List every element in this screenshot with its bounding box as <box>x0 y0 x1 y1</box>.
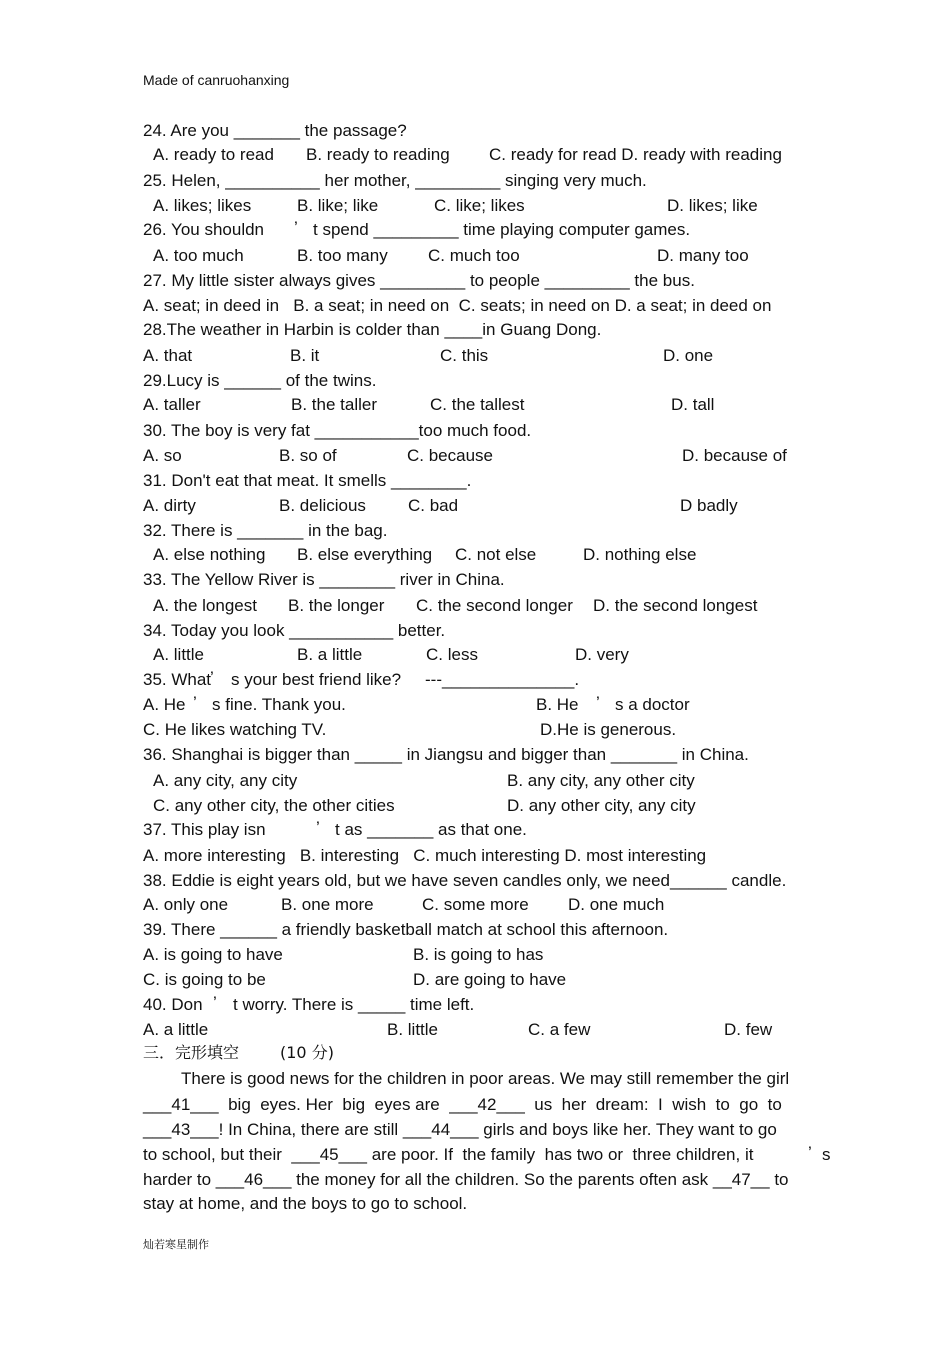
section-3-title: 三．完形填空 <box>143 1043 240 1062</box>
question-24-option-a: A. ready to read <box>153 145 274 164</box>
cloze-line-2: ___41___ big eyes. Her big eyes are ___42___ us her dream: I wish to go to <box>143 1095 782 1114</box>
question-35-option-a-part1: A. He <box>143 695 186 714</box>
section-3-score: (10 分) <box>280 1043 334 1062</box>
question-36-option-b: B. any city, any other city <box>507 771 695 790</box>
question-40-apostrophe: ’ <box>213 993 217 1012</box>
question-34-option-d: D. very <box>575 645 629 664</box>
question-29-option-b: B. the taller <box>291 395 377 414</box>
question-35-option-d: D.He is generous. <box>540 720 677 739</box>
question-37-apostrophe: ’ <box>316 818 320 837</box>
cloze-line-4-apostrophe: ’ <box>808 1143 812 1162</box>
question-38-option-d: D. one much <box>568 895 665 914</box>
question-25-option-a: A. likes; likes <box>153 196 252 215</box>
question-39-option-a: A. is going to have <box>143 945 283 964</box>
question-24-option-cd: C. ready for read D. ready with reading <box>489 145 782 164</box>
question-28-option-a: A. that <box>143 346 193 365</box>
question-29-option-a: A. taller <box>143 395 201 414</box>
question-39-stem: 39. There ______ a friendly basketball match at school this afternoon. <box>143 920 669 939</box>
question-30-option-d: D. because of <box>682 446 787 465</box>
question-32-option-b: B. else everything <box>297 545 433 564</box>
cloze-line-5: harder to ___46___ the money for all the children. So the parents often ask __47__ to <box>143 1170 789 1189</box>
question-40-option-c: C. a few <box>528 1020 591 1039</box>
question-33-stem: 33. The Yellow River is ________ river in China. <box>143 570 505 589</box>
question-33-option-b: B. the longer <box>288 596 385 615</box>
page-header: Made of canruohanxing <box>143 72 290 88</box>
question-31-stem: 31. Don't eat that meat. It smells ________. <box>143 471 472 490</box>
question-24-option-b: B. ready to reading <box>306 145 450 164</box>
question-39-option-c: C. is going to be <box>143 970 266 989</box>
question-35-apostrophe: ’ <box>210 668 214 687</box>
question-35-option-b-part2: s a doctor <box>615 695 690 714</box>
question-32-option-a: A. else nothing <box>153 545 266 564</box>
question-26-option-d: D. many too <box>657 246 749 265</box>
question-36-stem: 36. Shanghai is bigger than _____ in Jiangsu and bigger than _______ in China. <box>143 745 749 764</box>
question-36-option-c: C. any other city, the other cities <box>153 796 395 815</box>
cloze-line-4: to school, but their ___45___ are poor. If the family has two or three children, it <box>143 1145 754 1164</box>
question-29-option-d: D. tall <box>671 395 715 414</box>
question-33-option-a: A. the longest <box>153 596 257 615</box>
question-26-stem-part2: t spend _________ time playing computer games. <box>313 220 691 239</box>
question-38-option-b: B. one more <box>281 895 374 914</box>
page-footer: 灿若寒星制作 <box>143 1238 209 1251</box>
question-25-option-d: D. likes; like <box>667 196 758 215</box>
question-32-option-d: D. nothing else <box>583 545 697 564</box>
question-37-stem-part2: t as _______ as that one. <box>335 820 527 839</box>
question-28-option-d: D. one <box>663 346 714 365</box>
question-25-option-c: C. like; likes <box>434 196 525 215</box>
question-26-stem-part1: 26. You shouldn <box>143 220 265 239</box>
question-35-stem-part1: 35. What <box>143 670 212 689</box>
question-34-option-a: A. little <box>153 645 205 664</box>
question-31-option-c: C. bad <box>408 496 459 515</box>
question-35-option-a-part2: s fine. Thank you. <box>212 695 346 714</box>
question-35-answer-blank: ---______________. <box>425 670 580 689</box>
question-28-stem: 28.The weather in Harbin is colder than ____in Guang Dong. <box>143 320 602 339</box>
question-34-option-c: C. less <box>426 645 478 664</box>
question-35-stem-part2: s your best friend like? <box>231 670 402 689</box>
question-34-option-b: B. a little <box>297 645 363 664</box>
cloze-line-3: ___43___! In China, there are still ___44___ girls and boys like her. They want to go <box>143 1120 777 1139</box>
question-39-option-d: D. are going to have <box>413 970 567 989</box>
question-40-stem-part2: t worry. There is _____ time left. <box>233 995 475 1014</box>
question-35-option-b-part1: B. He <box>536 695 579 714</box>
question-40-stem-part1: 40. Don <box>143 995 203 1014</box>
cloze-line-6: stay at home, and the boys to go to school. <box>143 1194 468 1213</box>
question-31-option-d: D badly <box>680 496 738 515</box>
question-36-option-a: A. any city, any city <box>153 771 298 790</box>
question-28-option-c: C. this <box>440 346 489 365</box>
question-38-stem: 38. Eddie is eight years old, but we have seven candles only, we need______ candle. <box>143 871 787 890</box>
question-28-option-b: B. it <box>290 346 320 365</box>
question-30-option-b: B. so of <box>279 446 337 465</box>
question-30-option-c: C. because <box>407 446 493 465</box>
question-40-option-a: A. a little <box>143 1020 209 1039</box>
question-39-option-b: B. is going to has <box>413 945 544 964</box>
question-34-stem: 34. Today you look ___________ better. <box>143 621 446 640</box>
question-37-options: A. more interesting B. interesting C. much interesting D. most interesting <box>143 846 707 865</box>
question-30-stem: 30. The boy is very fat ___________too much food. <box>143 421 532 440</box>
question-38-option-c: C. some more <box>422 895 529 914</box>
question-35-option-b-apostrophe: ’ <box>596 693 600 712</box>
question-31-option-b: B. delicious <box>279 496 366 515</box>
question-29-option-c: C. the tallest <box>430 395 525 414</box>
question-29-stem: 29.Lucy is ______ of the twins. <box>143 371 377 390</box>
question-30-option-a: A. so <box>143 446 182 465</box>
question-38-option-a: A. only one <box>143 895 229 914</box>
question-25-stem: 25. Helen, __________ her mother, _________ singing very much. <box>143 171 647 190</box>
question-31-option-a: A. dirty <box>143 496 196 515</box>
question-26-option-a: A. too much <box>153 246 244 265</box>
question-40-option-d: D. few <box>724 1020 773 1039</box>
question-35-option-a-apostrophe: ’ <box>193 693 197 712</box>
question-26-option-c: C. much too <box>428 246 520 265</box>
question-40-option-b: B. little <box>387 1020 439 1039</box>
question-33-option-c: C. the second longer <box>416 596 573 615</box>
question-32-option-c: C. not else <box>455 545 537 564</box>
question-32-stem: 32. There is _______ in the bag. <box>143 521 388 540</box>
question-35-option-c: C. He likes watching TV. <box>143 720 327 739</box>
question-27-options: A. seat; in deed in B. a seat; in need on C. seats; in need on D. a seat; in deed on <box>143 296 772 315</box>
question-36-option-d: D. any other city, any city <box>507 796 696 815</box>
cloze-line-4-s: s <box>822 1145 831 1164</box>
question-27-stem: 27. My little sister always gives _________ to people _________ the bus. <box>143 271 695 290</box>
question-33-option-d: D. the second longest <box>593 596 758 615</box>
question-26-apostrophe: ’ <box>294 218 298 237</box>
question-37-stem-part1: 37. This play isn <box>143 820 266 839</box>
question-24-stem: 24. Are you _______ the passage? <box>143 121 407 140</box>
question-26-option-b: B. too many <box>297 246 388 265</box>
question-25-option-b: B. like; like <box>297 196 379 215</box>
cloze-line-1: There is good news for the children in poor areas. We may still remember the girl <box>181 1069 790 1088</box>
